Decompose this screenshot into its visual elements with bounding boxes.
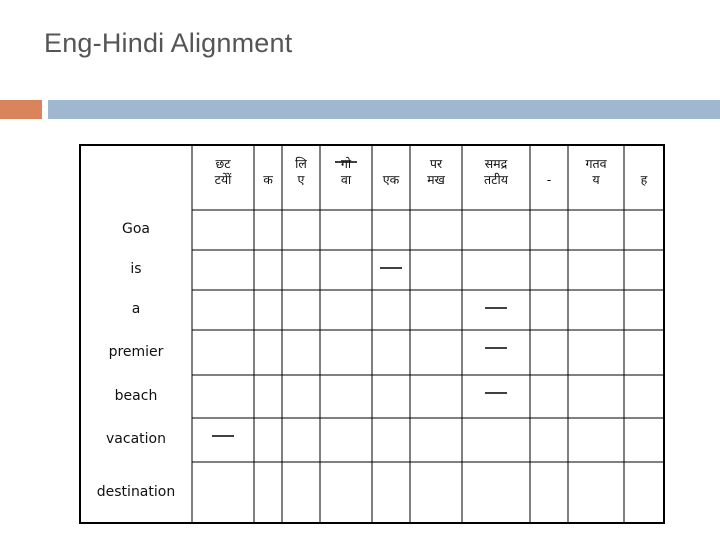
english-token: Goa	[122, 221, 150, 237]
english-token: is	[130, 261, 142, 277]
hindi-token	[254, 172, 282, 188]
hindi-token-line: ह	[640, 172, 648, 187]
hindi-token-line: -	[546, 172, 552, 187]
english-token: a	[131, 301, 141, 317]
hindi-token-line: गो	[340, 156, 352, 171]
hindi-token-line: ए	[297, 172, 305, 187]
english-token: vacation	[106, 431, 166, 447]
english-token: beach	[114, 387, 158, 404]
hindi-token-line: गतव	[585, 156, 607, 171]
english-token: destination	[96, 483, 176, 500]
slide-title: Eng-Hindi Alignment	[44, 28, 293, 58]
hindi-token	[624, 172, 664, 188]
hindi-token-line: मख	[427, 172, 445, 187]
hindi-token	[530, 172, 568, 188]
hindi-token	[410, 156, 462, 188]
hindi-token-line: पर	[429, 156, 443, 171]
hindi-token-line: लि	[295, 156, 307, 171]
hindi-token-line: तटीय	[484, 172, 508, 187]
hindi-token-line: एक	[382, 172, 400, 187]
hindi-token	[192, 156, 254, 188]
hindi-token-line: वा	[340, 172, 352, 187]
hindi-token	[568, 156, 624, 188]
hindi-token-line: क	[263, 172, 273, 187]
hindi-token	[320, 156, 372, 188]
hindi-token	[462, 156, 530, 188]
hindi-token-line: छट	[215, 156, 231, 171]
hindi-token-line: समद्र	[484, 156, 508, 171]
hindi-token	[282, 156, 320, 188]
hindi-token-line: य	[592, 172, 600, 187]
hindi-token-line: टयेों	[214, 172, 232, 187]
hindi-token	[372, 172, 410, 188]
english-token: premier	[108, 343, 164, 360]
